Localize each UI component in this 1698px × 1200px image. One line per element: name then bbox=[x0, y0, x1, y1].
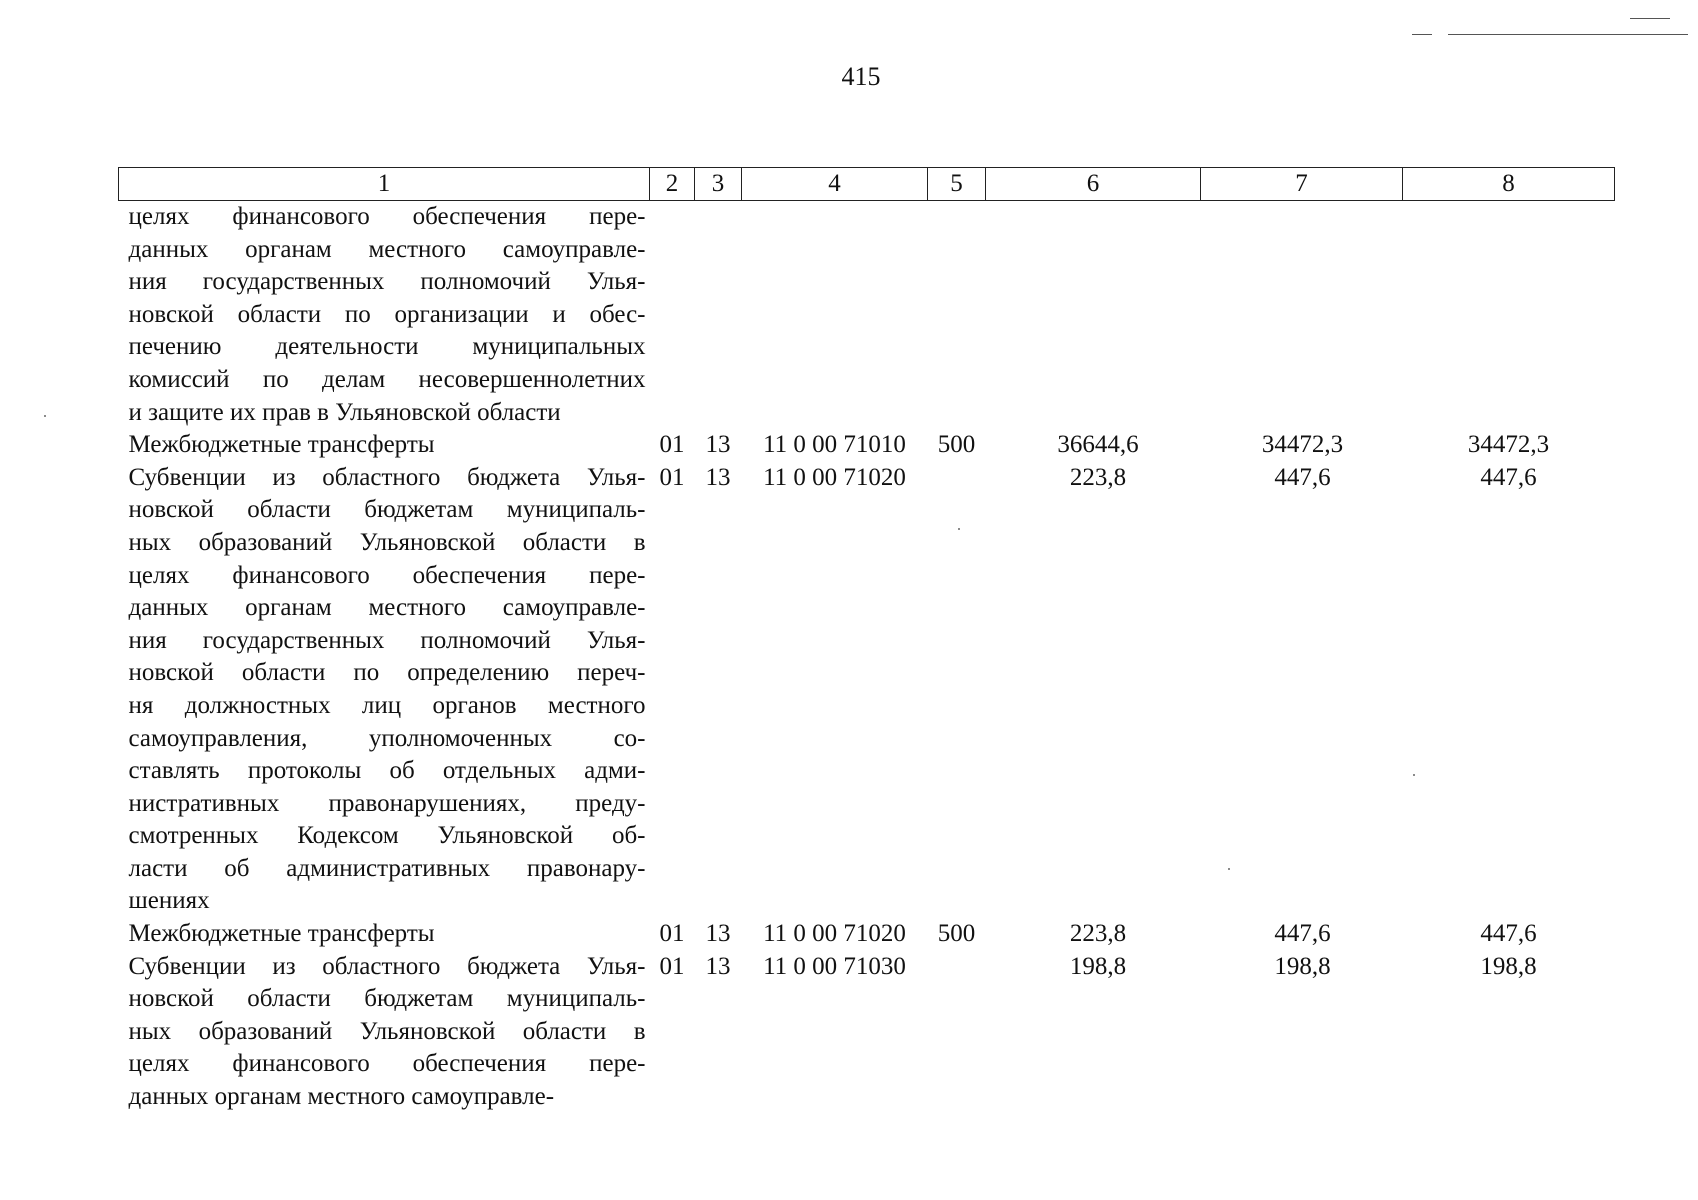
scan-artifact-line bbox=[1448, 34, 1688, 35]
row-subsection-code bbox=[695, 201, 742, 430]
description-line: ня должностных лиц органов местного bbox=[128, 691, 646, 719]
description-line: ставлять протоколы об отдельных адми- bbox=[128, 757, 646, 785]
row-description bbox=[119, 918, 650, 951]
description-line: смотренных Кодексом Ульяновской об- bbox=[128, 822, 646, 850]
row-subsection-code: 13 bbox=[705, 952, 731, 980]
table-body bbox=[119, 201, 1615, 1114]
row-target-article-code: 11 0 00 71010 bbox=[763, 431, 906, 459]
table-row bbox=[119, 429, 1615, 462]
scan-artifact-dot bbox=[1413, 774, 1415, 776]
description-line: и защите их прав в Ульяновской области bbox=[128, 398, 561, 426]
row-amount-col-8: 198,8 bbox=[1480, 952, 1537, 980]
description-line: нистративных правонарушениях, преду- bbox=[128, 789, 646, 817]
row-subsection-code: 13 bbox=[705, 431, 731, 459]
row-amount-col-7 bbox=[1201, 201, 1403, 430]
row-amount-col-8: 447,6 bbox=[1480, 463, 1537, 491]
header-col-3: 3 bbox=[695, 168, 742, 201]
budget-table bbox=[118, 167, 1615, 1114]
row-amount-col-6 bbox=[986, 201, 1201, 430]
header-row bbox=[119, 168, 1615, 201]
row-expense-type-code: 500 bbox=[937, 431, 976, 459]
row-target-article-code: 11 0 00 71030 bbox=[763, 952, 906, 980]
row-amount-col-7: 447,6 bbox=[1274, 463, 1331, 491]
description-line: самоуправления, уполномоченных со- bbox=[128, 724, 646, 752]
description-line: данных органам местного самоуправле- bbox=[128, 594, 646, 622]
table-row bbox=[119, 462, 1615, 918]
scan-artifact-dot bbox=[1228, 868, 1230, 870]
description-line: ласти об административных правонару- bbox=[128, 854, 646, 882]
scan-artifact-line bbox=[1412, 34, 1432, 35]
table-header bbox=[119, 168, 1615, 201]
row-amount-col-6: 223,8 bbox=[1069, 920, 1127, 948]
row-section-code: 01 bbox=[659, 952, 685, 980]
description-line: Межбюджетные трансферты bbox=[128, 431, 435, 459]
table-row bbox=[119, 201, 1615, 430]
table-row bbox=[119, 918, 1615, 951]
description-line: целях финансового обеспечения пере- bbox=[128, 561, 646, 589]
row-amount-col-7: 447,6 bbox=[1274, 920, 1331, 948]
header-col-6: 6 bbox=[986, 168, 1201, 201]
description-line: новской области бюджетам муниципаль- bbox=[128, 496, 646, 524]
row-amount-col-7: 198,8 bbox=[1274, 952, 1331, 980]
row-section-code: 01 bbox=[659, 463, 685, 491]
row-target-article-code: 11 0 00 71020 bbox=[763, 463, 906, 491]
header-col-5: 5 bbox=[928, 168, 986, 201]
row-section-code bbox=[650, 201, 695, 430]
page-number: 415 bbox=[841, 62, 881, 91]
header-col-4: 4 bbox=[742, 168, 928, 201]
description-line: Субвенции из областного бюджета Улья- bbox=[128, 952, 646, 980]
description-line: новской области по организации и обес- bbox=[128, 300, 646, 328]
description-line: целях финансового обеспечения пере- bbox=[128, 203, 646, 230]
header-col-2: 2 bbox=[650, 168, 695, 201]
row-amount-col-8 bbox=[1403, 201, 1615, 430]
row-expense-type-code bbox=[928, 951, 986, 1114]
row-amount-col-8: 447,6 bbox=[1480, 920, 1537, 948]
row-amount-col-6: 36644,6 bbox=[1057, 431, 1139, 459]
description-line: данных органам местного самоуправле- bbox=[128, 1083, 555, 1111]
row-description bbox=[119, 201, 650, 430]
row-section-code: 01 bbox=[659, 431, 685, 459]
description-line: Субвенции из областного бюджета Улья- bbox=[128, 463, 646, 491]
description-line: шениях bbox=[128, 887, 210, 915]
description-line: Межбюджетные трансферты bbox=[128, 920, 435, 948]
row-amount-col-8: 34472,3 bbox=[1467, 431, 1550, 459]
description-line: комиссий по делам несовершеннолетних bbox=[128, 365, 646, 393]
row-subsection-code: 13 bbox=[705, 463, 731, 491]
description-line: печению деятельности муниципальных bbox=[128, 333, 646, 361]
row-subsection-code: 13 bbox=[705, 920, 731, 948]
row-target-article-code: 11 0 00 71020 bbox=[763, 920, 906, 948]
description-line: новской области по определению переч- bbox=[128, 659, 646, 687]
row-description bbox=[119, 429, 650, 462]
description-line: новской области бюджетам муниципаль- bbox=[128, 985, 646, 1013]
description-line: ных образований Ульяновской области в bbox=[128, 1017, 646, 1045]
row-section-code: 01 bbox=[659, 920, 685, 948]
scan-artifact-dot bbox=[958, 528, 960, 530]
scan-artifact-dot bbox=[44, 415, 46, 417]
description-line: целях финансового обеспечения пере- bbox=[128, 1050, 646, 1078]
header-col-8: 8 bbox=[1403, 168, 1615, 201]
description-line: данных органам местного самоуправле- bbox=[128, 235, 646, 263]
row-amount-col-6: 223,8 bbox=[1069, 463, 1127, 491]
header-col-7: 7 bbox=[1201, 168, 1403, 201]
row-amount-col-6: 198,8 bbox=[1069, 952, 1127, 980]
row-expense-type-code bbox=[928, 462, 986, 918]
description-line: ния государственных полномочий Улья- bbox=[128, 268, 646, 296]
row-description bbox=[119, 951, 650, 1114]
row-amount-col-7: 34472,3 bbox=[1261, 431, 1344, 459]
row-description bbox=[119, 462, 650, 918]
row-expense-type-code bbox=[928, 201, 986, 430]
table-row bbox=[119, 951, 1615, 1114]
row-expense-type-code: 500 bbox=[937, 920, 976, 948]
scan-artifact-line bbox=[1630, 18, 1670, 19]
row-target-article-code bbox=[742, 201, 928, 430]
description-line: ных образований Ульяновской области в bbox=[128, 528, 646, 556]
header-col-1: 1 bbox=[119, 168, 650, 201]
description-line: ния государственных полномочий Улья- bbox=[128, 626, 646, 654]
